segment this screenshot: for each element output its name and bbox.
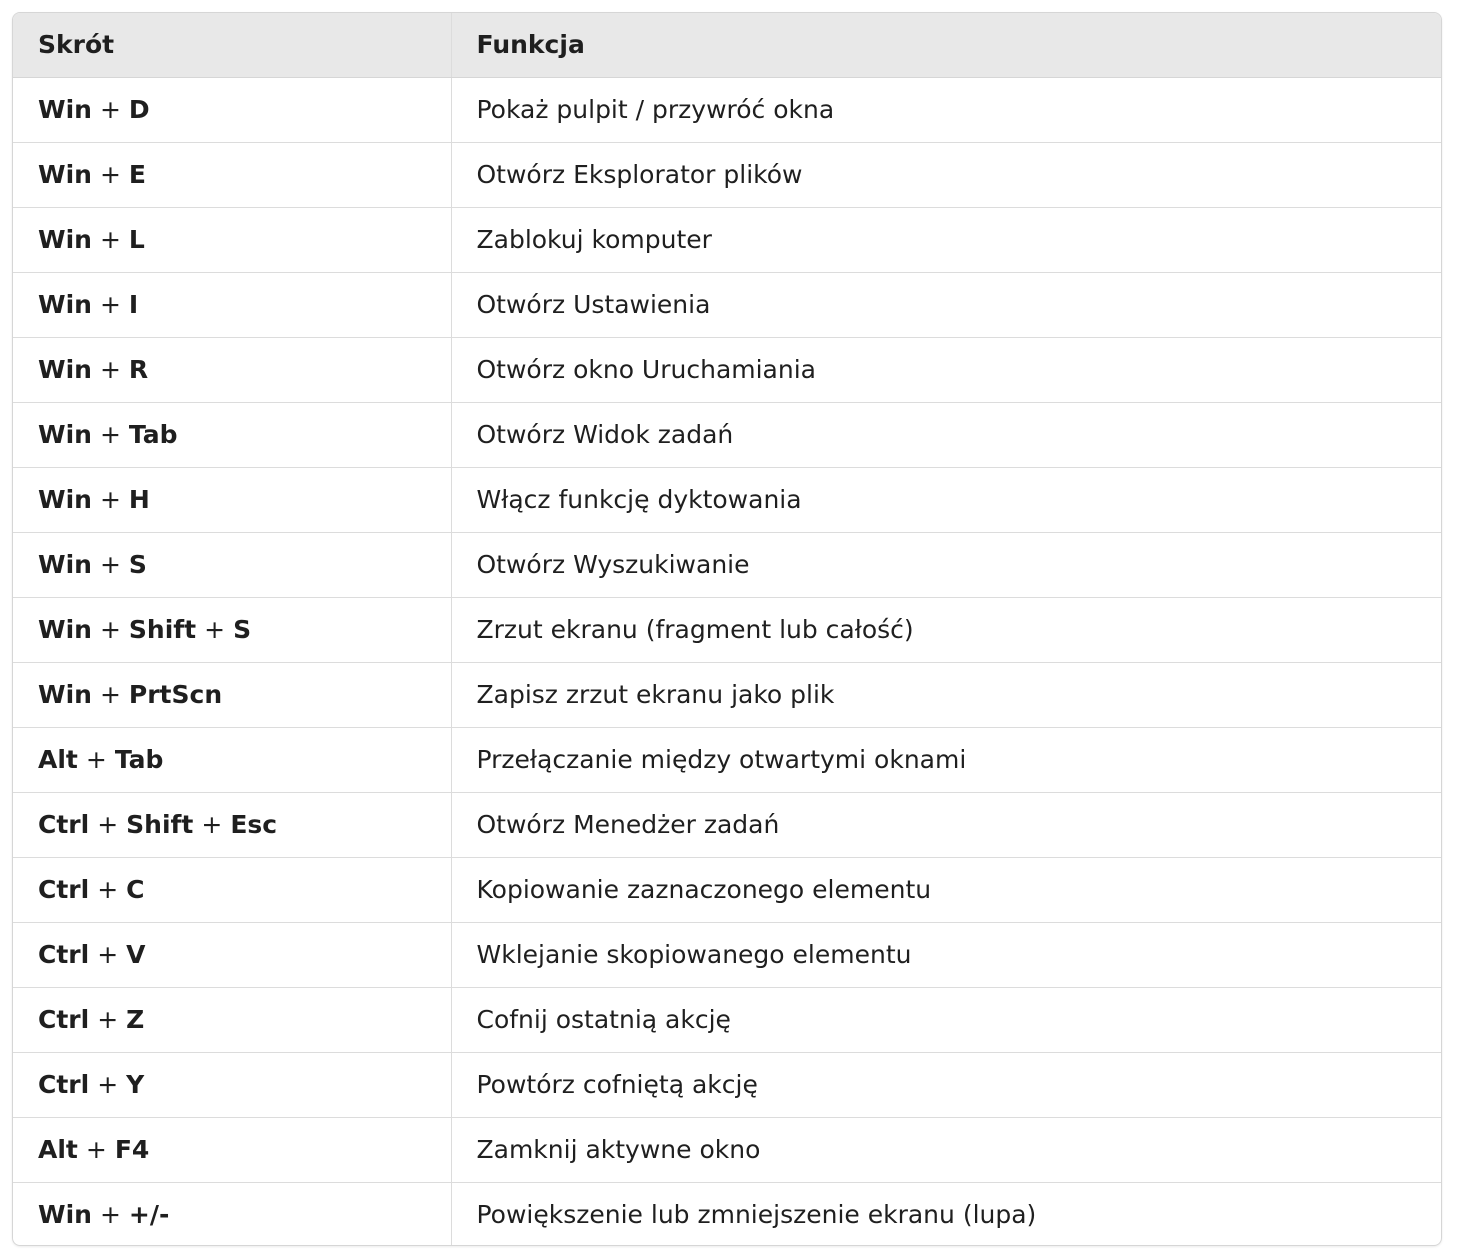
plus-separator: + [85, 745, 107, 774]
shortcut-key: Esc [230, 810, 278, 839]
shortcut-cell [13, 1117, 451, 1182]
table-row [13, 532, 1441, 597]
table-row [13, 142, 1441, 207]
table-header-row [13, 13, 1441, 77]
plus-separator: + [99, 225, 121, 254]
shortcut-cell [13, 272, 451, 337]
table-row [13, 207, 1441, 272]
shortcut-key: PrtScn [128, 680, 223, 709]
table-row [13, 402, 1441, 467]
table-row [13, 987, 1441, 1052]
shortcut-key: Win [38, 615, 92, 644]
shortcut-cell [13, 922, 451, 987]
shortcut-key: E [128, 160, 146, 189]
shortcut-key: Shift [126, 810, 194, 839]
shortcut-key: Win [38, 355, 92, 384]
shortcut-cell [13, 857, 451, 922]
function-cell: Otwórz Ustawienia [451, 272, 1441, 337]
shortcut-cell [13, 1052, 451, 1117]
function-cell: Cofnij ostatnią akcję [451, 987, 1441, 1052]
plus-separator: + [85, 1135, 107, 1164]
shortcut-key: H [128, 485, 150, 514]
shortcut-key: S [233, 615, 252, 644]
function-cell: Otwórz Wyszukiwanie [451, 532, 1441, 597]
table-row [13, 272, 1441, 337]
shortcut-cell [13, 467, 451, 532]
function-cell: Powiększenie lub zmniejszenie ekranu (lupa) [451, 1182, 1441, 1246]
shortcut-key: Tab [128, 420, 178, 449]
plus-separator: + [99, 485, 121, 514]
shortcut-cell [13, 532, 451, 597]
table-row [13, 597, 1441, 662]
table-row [13, 922, 1441, 987]
shortcut-key: Win [38, 225, 92, 254]
shortcut-key: Ctrl [38, 940, 90, 969]
shortcut-key: Win [38, 550, 92, 579]
shortcut-cell [13, 597, 451, 662]
function-cell: Zablokuj komputer [451, 207, 1441, 272]
function-cell: Zapisz zrzut ekranu jako plik [451, 662, 1441, 727]
shortcut-cell [13, 77, 451, 142]
plus-separator: + [99, 160, 121, 189]
function-cell: Wklejanie skopiowanego elementu [451, 922, 1441, 987]
shortcut-key: Win [38, 95, 92, 124]
shortcut-key: Ctrl [38, 810, 90, 839]
shortcut-cell [13, 727, 451, 792]
header-function: Funkcja [451, 13, 1441, 77]
shortcut-key: Win [38, 485, 92, 514]
function-cell: Otwórz Widok zadań [451, 402, 1441, 467]
shortcut-key: V [126, 940, 146, 969]
shortcuts-table-container [12, 12, 1442, 1246]
table-row [13, 1052, 1441, 1117]
shortcut-key: Win [38, 1200, 92, 1230]
plus-separator: + [97, 1070, 119, 1099]
shortcut-key: Tab [114, 745, 164, 774]
function-cell: Kopiowanie zaznaczonego elementu [451, 857, 1441, 922]
shortcut-key: S [128, 550, 147, 579]
shortcut-key: Alt [38, 1135, 78, 1164]
table-row [13, 77, 1441, 142]
shortcut-key: L [128, 225, 145, 254]
plus-separator: + [204, 615, 226, 644]
shortcut-key: Ctrl [38, 1005, 90, 1034]
shortcut-key: D [128, 95, 150, 124]
shortcut-cell [13, 987, 451, 1052]
shortcut-key: I [128, 290, 139, 319]
function-cell: Pokaż pulpit / przywróć okna [451, 77, 1441, 142]
table-row [13, 857, 1441, 922]
shortcut-cell [13, 1182, 451, 1246]
table-row [13, 727, 1441, 792]
function-cell: Zamknij aktywne okno [451, 1117, 1441, 1182]
shortcut-cell [13, 402, 451, 467]
shortcut-key: Shift [128, 615, 197, 644]
shortcut-key: +/- [128, 1200, 170, 1230]
plus-separator: + [99, 615, 121, 644]
function-cell: Otwórz Eksplorator plików [451, 142, 1441, 207]
shortcut-key: R [128, 355, 149, 384]
plus-separator: + [99, 355, 121, 384]
shortcut-key: Win [38, 420, 92, 449]
plus-separator: + [201, 810, 223, 839]
header-shortcut: Skrót [13, 13, 451, 77]
plus-separator: + [97, 875, 119, 904]
table-row [13, 1117, 1441, 1182]
function-cell: Zrzut ekranu (fragment lub całość) [451, 597, 1441, 662]
shortcut-key: Win [38, 290, 92, 319]
shortcut-cell [13, 207, 451, 272]
shortcut-key: F4 [114, 1135, 150, 1164]
plus-separator: + [99, 680, 121, 709]
function-cell: Powtórz cofniętą akcję [451, 1052, 1441, 1117]
table-row [13, 1182, 1441, 1246]
shortcut-key: Ctrl [38, 1070, 90, 1099]
shortcut-key: Ctrl [38, 875, 90, 904]
plus-separator: + [97, 1005, 119, 1034]
shortcut-key: Z [126, 1005, 145, 1034]
function-cell: Otwórz okno Uruchamiania [451, 337, 1441, 402]
shortcut-key: Win [38, 680, 92, 709]
plus-separator: + [97, 940, 119, 969]
shortcut-key: Win [38, 160, 92, 189]
shortcut-key: Y [126, 1070, 145, 1099]
table-row [13, 337, 1441, 402]
shortcut-key: Alt [38, 745, 78, 774]
function-cell: Włącz funkcję dyktowania [451, 467, 1441, 532]
shortcut-cell [13, 662, 451, 727]
plus-separator: + [97, 810, 119, 839]
table-row [13, 792, 1441, 857]
plus-separator: + [99, 1200, 121, 1230]
plus-separator: + [99, 550, 121, 579]
shortcut-key: C [126, 875, 145, 904]
function-cell: Przełączanie między otwartymi oknami [451, 727, 1441, 792]
shortcut-cell [13, 337, 451, 402]
shortcut-cell [13, 142, 451, 207]
plus-separator: + [99, 95, 121, 124]
table-row [13, 467, 1441, 532]
function-cell: Otwórz Menedżer zadań [451, 792, 1441, 857]
shortcuts-table [13, 13, 1441, 1246]
plus-separator: + [99, 420, 121, 449]
plus-separator: + [99, 290, 121, 319]
shortcut-cell [13, 792, 451, 857]
table-row [13, 662, 1441, 727]
